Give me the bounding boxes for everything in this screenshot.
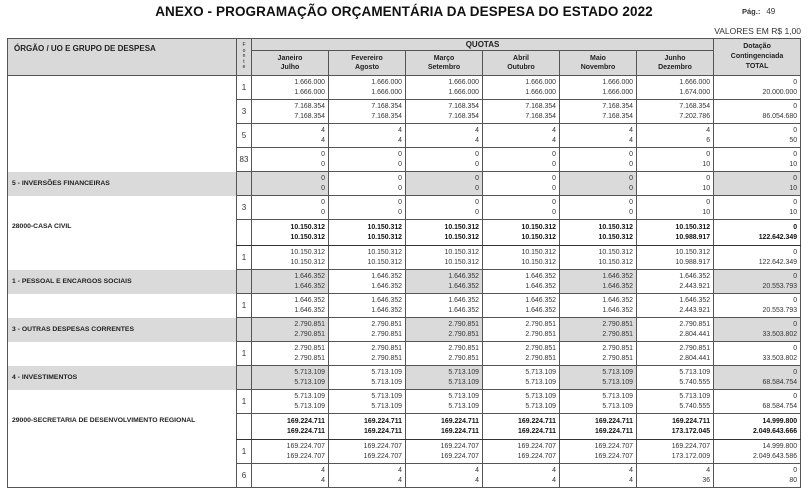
fonte-cell: 1 <box>237 390 252 414</box>
total-cell: 0 33.503.802 <box>714 318 801 342</box>
row-label <box>8 246 237 270</box>
quota-cell: 2.790.851 2.790.851 <box>560 318 637 342</box>
quota-cell: 1.646.352 1.646.352 <box>560 270 637 294</box>
fonte-cell: 6 <box>237 464 252 488</box>
quota-cell: 1.666.000 1.666.000 <box>329 76 406 100</box>
quota-cell: 4 4 <box>252 464 329 488</box>
quota-cell: 1.646.352 2.443.921 <box>637 294 714 318</box>
fonte-cell <box>237 366 252 390</box>
total-cell: 0 10 <box>714 196 801 220</box>
fonte-cell <box>237 220 252 246</box>
column-header-month: Fevereiro Agosto <box>329 51 406 76</box>
total-cell: 0 20.553.793 <box>714 294 801 318</box>
group-row <box>8 172 801 196</box>
quota-cell: 2.790.851 2.804.441 <box>637 342 714 366</box>
page-label: Pág.: <box>742 7 761 16</box>
quota-cell: 5.713.109 5.713.109 <box>406 366 483 390</box>
fonte-row <box>8 440 801 464</box>
document-title: ANEXO - PROGRAMAÇÃO ORÇAMENTÁRIA DA DESPESA DO ESTADO 2022 <box>155 4 653 19</box>
total-cell: 14.999.800 2.049.643.586 <box>714 440 801 464</box>
row-label <box>8 464 237 488</box>
quota-cell: 5.713.109 5.713.109 <box>329 366 406 390</box>
total-cell: 0 122.642.349 <box>714 246 801 270</box>
row-label: 4 - INVESTIMENTOS <box>8 366 237 390</box>
quota-cell: 10.150.312 10.988.917 <box>637 220 714 246</box>
row-label <box>8 196 237 220</box>
units-note: VALORES EM R$ 1,00 <box>714 26 801 36</box>
quota-cell: 1.646.352 1.646.352 <box>406 294 483 318</box>
quota-cell: 1.666.000 1.666.000 <box>483 76 560 100</box>
quota-cell: 5.713.109 5.713.109 <box>560 390 637 414</box>
quota-cell: 169.224.711 169.224.711 <box>406 414 483 440</box>
quota-cell: 2.790.851 2.790.851 <box>483 342 560 366</box>
quota-cell: 10.150.312 10.150.312 <box>252 246 329 270</box>
quota-cell: 5.713.109 5.713.109 <box>483 366 560 390</box>
quota-cell: 1.646.352 1.646.352 <box>406 270 483 294</box>
quota-cell: 5.713.109 5.740.555 <box>637 366 714 390</box>
total-cell: 0 86.054.680 <box>714 100 801 124</box>
quota-cell: 4 4 <box>483 464 560 488</box>
quota-cell: 0 0 <box>406 172 483 196</box>
quota-cell: 169.224.707 173.172.009 <box>637 440 714 464</box>
fonte-cell: 1 <box>237 440 252 464</box>
row-label <box>8 124 237 148</box>
quota-cell: 0 0 <box>560 148 637 172</box>
quota-cell: 1.646.352 2.443.921 <box>637 270 714 294</box>
fonte-row <box>8 124 801 148</box>
quota-cell: 10.150.312 10.150.312 <box>483 246 560 270</box>
quota-cell: 10.150.312 10.150.312 <box>329 220 406 246</box>
quota-cell: 1.646.352 1.646.352 <box>252 294 329 318</box>
quota-cell: 0 0 <box>329 148 406 172</box>
quota-cell: 5.713.109 5.713.109 <box>252 390 329 414</box>
page-number: 49 <box>766 7 776 16</box>
quota-cell: 4 4 <box>252 124 329 148</box>
quota-cell: 0 0 <box>483 196 560 220</box>
quota-cell: 1.646.352 1.646.352 <box>483 294 560 318</box>
quota-cell: 0 0 <box>560 196 637 220</box>
column-header-month: Abril Outubro <box>483 51 560 76</box>
quota-cell: 10.150.312 10.150.312 <box>406 220 483 246</box>
fonte-cell: 1 <box>237 294 252 318</box>
quota-cell: 10.150.312 10.150.312 <box>560 246 637 270</box>
row-label: 3 - OUTRAS DESPESAS CORRENTES <box>8 318 237 342</box>
quota-cell: 0 0 <box>483 148 560 172</box>
column-header-month: Janeiro Julho <box>252 51 329 76</box>
quota-cell: 0 10 <box>637 148 714 172</box>
fonte-row <box>8 390 801 414</box>
quota-cell: 4 4 <box>560 124 637 148</box>
quota-cell: 10.150.312 10.150.312 <box>329 246 406 270</box>
quota-cell: 0 0 <box>329 172 406 196</box>
quota-cell: 5.713.109 5.713.109 <box>560 366 637 390</box>
row-label <box>8 440 237 464</box>
quota-cell: 2.790.851 2.804.441 <box>637 318 714 342</box>
group-row <box>8 366 801 390</box>
fonte-cell <box>237 270 252 294</box>
fonte-cell <box>237 318 252 342</box>
quota-cell: 4 4 <box>560 464 637 488</box>
fonte-row <box>8 246 801 270</box>
quota-cell: 2.790.851 2.790.851 <box>329 318 406 342</box>
quota-cell: 169.224.707 169.224.707 <box>329 440 406 464</box>
fonte-cell: 1 <box>237 342 252 366</box>
quota-cell: 1.666.000 1.666.000 <box>406 76 483 100</box>
quota-cell: 7.168.354 7.168.354 <box>329 100 406 124</box>
quota-cell: 5.713.109 5.740.555 <box>637 390 714 414</box>
quota-cell: 1.646.352 1.646.352 <box>560 294 637 318</box>
quota-cell: 2.790.851 2.790.851 <box>329 342 406 366</box>
total-cell: 0 10 <box>714 148 801 172</box>
quota-cell: 2.790.851 2.790.851 <box>406 342 483 366</box>
row-label <box>8 390 237 414</box>
quota-cell: 10.150.312 10.988.917 <box>637 246 714 270</box>
quota-cell: 7.168.354 7.168.354 <box>406 100 483 124</box>
row-label <box>8 342 237 366</box>
quota-cell: 1.646.352 1.646.352 <box>483 270 560 294</box>
quota-cell: 4 6 <box>637 124 714 148</box>
column-header-total: Dotação Contingenciada TOTAL <box>714 39 801 76</box>
group-row <box>8 318 801 342</box>
column-header-month: Março Setembro <box>406 51 483 76</box>
total-cell: 0 122.642.349 <box>714 220 801 246</box>
quota-cell: 2.790.851 2.790.851 <box>483 318 560 342</box>
quota-cell: 4 4 <box>329 464 406 488</box>
quota-cell: 169.224.707 169.224.707 <box>560 440 637 464</box>
quota-cell: 2.790.851 2.790.851 <box>252 318 329 342</box>
quota-cell: 0 0 <box>483 172 560 196</box>
fonte-cell: 3 <box>237 196 252 220</box>
budget-table <box>7 38 801 488</box>
quota-cell: 4 4 <box>406 124 483 148</box>
quota-cell: 5.713.109 5.713.109 <box>483 390 560 414</box>
quota-cell: 169.224.711 169.224.711 <box>329 414 406 440</box>
quota-cell: 5.713.109 5.713.109 <box>329 390 406 414</box>
total-cell: 0 20.553.793 <box>714 270 801 294</box>
org-row <box>8 220 801 246</box>
column-header-quotas: QUOTAS <box>252 39 714 51</box>
quota-cell: 7.168.354 7.202.786 <box>637 100 714 124</box>
row-label: 28000-CASA CIVIL <box>8 220 237 246</box>
quota-cell: 5.713.109 5.713.109 <box>406 390 483 414</box>
quota-cell: 1.646.352 1.646.352 <box>329 270 406 294</box>
quota-cell: 1.666.000 1.666.000 <box>252 76 329 100</box>
row-label: 1 - PESSOAL E ENCARGOS SOCIAIS <box>8 270 237 294</box>
quota-cell: 10.150.312 10.150.312 <box>252 220 329 246</box>
quota-cell: 0 0 <box>329 196 406 220</box>
quota-cell: 2.790.851 2.790.851 <box>560 342 637 366</box>
quota-cell: 169.224.711 173.172.045 <box>637 414 714 440</box>
fonte-cell: 5 <box>237 124 252 148</box>
fonte-cell <box>237 414 252 440</box>
quota-cell: 169.224.707 169.224.707 <box>252 440 329 464</box>
quota-cell: 2.790.851 2.790.851 <box>406 318 483 342</box>
quota-cell: 0 10 <box>637 196 714 220</box>
quota-cell: 4 4 <box>483 124 560 148</box>
quota-cell: 1.646.352 1.646.352 <box>252 270 329 294</box>
quota-cell: 1.666.000 1.666.000 <box>560 76 637 100</box>
quota-cell: 0 0 <box>252 196 329 220</box>
fonte-cell: 1 <box>237 76 252 100</box>
quota-cell: 169.224.711 169.224.711 <box>252 414 329 440</box>
quota-cell: 2.790.851 2.790.851 <box>252 342 329 366</box>
quota-cell: 10.150.312 10.150.312 <box>560 220 637 246</box>
quota-cell: 4 4 <box>329 124 406 148</box>
row-label: 29000-SECRETARIA DE DESENVOLVIMENTO REGIONAL <box>8 414 237 440</box>
fonte-row <box>8 100 801 124</box>
row-label <box>8 294 237 318</box>
fonte-row <box>8 196 801 220</box>
quota-cell: 0 0 <box>252 148 329 172</box>
fonte-cell <box>237 172 252 196</box>
fonte-cell: 83 <box>237 148 252 172</box>
quota-cell: 10.150.312 10.150.312 <box>406 246 483 270</box>
quota-cell: 5.713.109 5.713.109 <box>252 366 329 390</box>
fonte-row <box>8 464 801 488</box>
column-header-fonte: F o n t e <box>237 39 252 76</box>
page-indicator <box>742 7 775 16</box>
column-header-org: ÓRGÃO / UO E GRUPO DE DESPESA <box>8 39 237 76</box>
group-row <box>8 270 801 294</box>
row-label <box>8 148 237 172</box>
org-row <box>8 414 801 440</box>
total-cell: 0 20.000.000 <box>714 76 801 100</box>
fonte-row <box>8 76 801 100</box>
row-label: 5 - INVERSÕES FINANCEIRAS <box>8 172 237 196</box>
row-label <box>8 100 237 124</box>
quota-cell: 0 0 <box>252 172 329 196</box>
row-label <box>8 76 237 100</box>
quota-cell: 4 36 <box>637 464 714 488</box>
quota-cell: 169.224.707 169.224.707 <box>483 440 560 464</box>
column-header-month: Maio Novembro <box>560 51 637 76</box>
quota-cell: 169.224.707 169.224.707 <box>406 440 483 464</box>
fonte-row <box>8 148 801 172</box>
quota-cell: 169.224.711 169.224.711 <box>560 414 637 440</box>
total-cell: 0 50 <box>714 124 801 148</box>
fonte-row <box>8 342 801 366</box>
quota-cell: 0 0 <box>406 196 483 220</box>
total-cell: 0 68.584.754 <box>714 390 801 414</box>
quota-cell: 1.666.000 1.674.000 <box>637 76 714 100</box>
total-cell: 14.999.800 2.049.643.666 <box>714 414 801 440</box>
total-cell: 0 33.503.802 <box>714 342 801 366</box>
quota-cell: 169.224.711 169.224.711 <box>483 414 560 440</box>
quota-cell: 0 0 <box>406 148 483 172</box>
quota-cell: 7.168.354 7.168.354 <box>252 100 329 124</box>
quota-cell: 4 4 <box>406 464 483 488</box>
quota-cell: 0 10 <box>637 172 714 196</box>
quota-cell: 7.168.354 7.168.354 <box>560 100 637 124</box>
fonte-row <box>8 294 801 318</box>
total-cell: 0 10 <box>714 172 801 196</box>
fonte-cell: 3 <box>237 100 252 124</box>
column-header-month: Junho Dezembro <box>637 51 714 76</box>
quota-cell: 10.150.312 10.150.312 <box>483 220 560 246</box>
quota-cell: 1.646.352 1.646.352 <box>329 294 406 318</box>
quota-cell: 7.168.354 7.168.354 <box>483 100 560 124</box>
quota-cell: 0 0 <box>560 172 637 196</box>
total-cell: 0 80 <box>714 464 801 488</box>
total-cell: 0 68.584.754 <box>714 366 801 390</box>
fonte-cell: 1 <box>237 246 252 270</box>
